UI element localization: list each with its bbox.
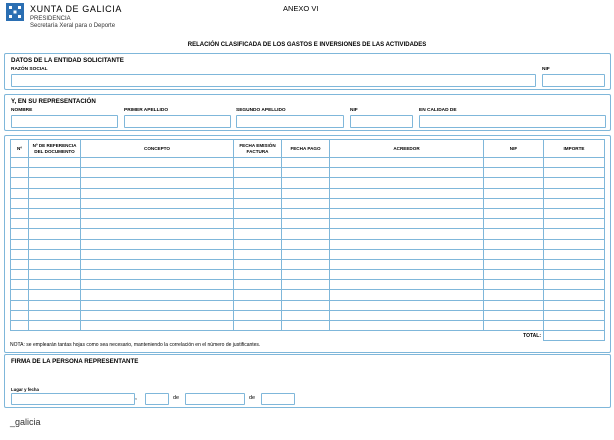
- xunta-emblem-icon: [6, 3, 24, 21]
- table-cell[interactable]: [234, 321, 282, 331]
- table-cell[interactable]: [330, 310, 484, 320]
- table-cell[interactable]: [330, 239, 484, 249]
- table-cell[interactable]: [484, 198, 544, 208]
- table-cell[interactable]: [11, 198, 29, 208]
- table-cell[interactable]: [11, 208, 29, 218]
- table-cell[interactable]: [330, 198, 484, 208]
- table-cell[interactable]: [484, 280, 544, 290]
- table-row: [11, 198, 605, 208]
- calidad-label: EN CALIDAD DE: [419, 108, 457, 113]
- table-cell[interactable]: [81, 239, 234, 249]
- table-cell[interactable]: [81, 280, 234, 290]
- segundo-apellido-field[interactable]: [236, 115, 344, 128]
- table-cell[interactable]: [484, 300, 544, 310]
- table-cell[interactable]: [330, 229, 484, 239]
- table-cell[interactable]: [81, 310, 234, 320]
- col-header-fecha-pago: FECHA PAGO: [282, 140, 330, 158]
- table-cell[interactable]: [29, 290, 81, 300]
- nombre-field[interactable]: [11, 115, 118, 128]
- month-field[interactable]: [185, 393, 245, 405]
- table-note: NOTA: se emplearán tantas hojas como sea necesario, manteniendo la correlación en el número de justificantes.: [10, 342, 261, 348]
- table-cell[interactable]: [29, 208, 81, 218]
- representative-section-title: Y, EN SU REPRESENTACIÓN: [11, 98, 96, 105]
- table-cell[interactable]: [544, 290, 605, 300]
- table-cell[interactable]: [282, 158, 330, 168]
- representative-nif-label: NIF: [350, 108, 358, 113]
- table-cell[interactable]: [330, 178, 484, 188]
- table-cell[interactable]: [11, 178, 29, 188]
- table-cell[interactable]: [29, 300, 81, 310]
- col-header-fecha-emision: FECHA EMISIÓN FACTURA: [234, 140, 282, 158]
- table-cell[interactable]: [282, 229, 330, 239]
- table-cell[interactable]: [81, 321, 234, 331]
- day-field[interactable]: [145, 393, 169, 405]
- table-cell[interactable]: [484, 259, 544, 269]
- table-cell[interactable]: [544, 219, 605, 229]
- table-cell[interactable]: [544, 188, 605, 198]
- table-cell[interactable]: [330, 321, 484, 331]
- table-row: [11, 229, 605, 239]
- table-cell[interactable]: [81, 219, 234, 229]
- primer-apellido-field[interactable]: [124, 115, 231, 128]
- table-cell[interactable]: [29, 310, 81, 320]
- table-cell[interactable]: [11, 321, 29, 331]
- table-cell[interactable]: [282, 270, 330, 280]
- nombre-label: NOMBRE: [11, 108, 33, 113]
- total-label: TOTAL:: [523, 333, 541, 340]
- table-cell[interactable]: [544, 239, 605, 249]
- signature-section: [4, 354, 611, 408]
- razon-social-label: RAZÓN SOCIAL: [11, 67, 48, 72]
- table-cell[interactable]: [11, 219, 29, 229]
- table-cell[interactable]: [81, 198, 234, 208]
- department-name: PRESIDENCIA: [30, 16, 71, 22]
- table-cell[interactable]: [282, 249, 330, 259]
- table-cell[interactable]: [29, 188, 81, 198]
- table-cell[interactable]: [81, 290, 234, 300]
- table-cell[interactable]: [282, 219, 330, 229]
- table-row: [11, 208, 605, 218]
- table-cell[interactable]: [282, 321, 330, 331]
- galicia-logo: _galicia: [10, 417, 41, 427]
- table-cell[interactable]: [81, 178, 234, 188]
- table-cell[interactable]: [234, 300, 282, 310]
- table-cell[interactable]: [234, 188, 282, 198]
- table-row: [11, 321, 605, 331]
- table-row: [11, 310, 605, 320]
- table-cell[interactable]: [234, 168, 282, 178]
- table-cell[interactable]: [484, 310, 544, 320]
- table-cell[interactable]: [29, 280, 81, 290]
- col-header-num: Nº: [11, 140, 29, 158]
- col-header-acreedor: ACREEDOR: [330, 140, 484, 158]
- year-field[interactable]: [261, 393, 295, 405]
- representative-section: [4, 94, 611, 131]
- table-row: [11, 188, 605, 198]
- table-cell[interactable]: [330, 259, 484, 269]
- table-cell[interactable]: [282, 259, 330, 269]
- table-cell[interactable]: [81, 300, 234, 310]
- table-cell[interactable]: [11, 158, 29, 168]
- table-cell[interactable]: [282, 168, 330, 178]
- table-cell[interactable]: [81, 188, 234, 198]
- table-row: [11, 280, 605, 290]
- place-field[interactable]: [11, 393, 135, 405]
- table-cell[interactable]: [29, 158, 81, 168]
- table-cell[interactable]: [11, 239, 29, 249]
- table-cell[interactable]: [11, 188, 29, 198]
- table-cell[interactable]: [234, 270, 282, 280]
- signature-section-title: FIRMA DE LA PERSONA REPRESENTANTE: [11, 358, 139, 365]
- table-cell[interactable]: [234, 208, 282, 218]
- table-cell[interactable]: [234, 249, 282, 259]
- table-row: [11, 158, 605, 168]
- table-cell[interactable]: [484, 229, 544, 239]
- entity-section-title: DATOS DE LA ENTIDAD SOLICITANTE: [11, 57, 124, 64]
- table-cell[interactable]: [484, 249, 544, 259]
- table-cell[interactable]: [11, 168, 29, 178]
- table-cell[interactable]: [544, 198, 605, 208]
- table-cell[interactable]: [282, 178, 330, 188]
- table-cell[interactable]: [484, 168, 544, 178]
- table-cell[interactable]: [330, 280, 484, 290]
- de-separator-2: de: [249, 395, 256, 401]
- table-row: [11, 259, 605, 269]
- table-cell[interactable]: [484, 290, 544, 300]
- table-cell[interactable]: [81, 229, 234, 239]
- table-cell[interactable]: [484, 219, 544, 229]
- table-cell[interactable]: [29, 178, 81, 188]
- table-cell[interactable]: [544, 178, 605, 188]
- table-cell[interactable]: [544, 280, 605, 290]
- table-cell[interactable]: [234, 259, 282, 269]
- table-cell[interactable]: [282, 280, 330, 290]
- table-cell[interactable]: [282, 290, 330, 300]
- table-cell[interactable]: [544, 270, 605, 280]
- table-cell[interactable]: [544, 300, 605, 310]
- table-cell[interactable]: [81, 158, 234, 168]
- entity-nif-field[interactable]: [542, 74, 605, 87]
- table-cell[interactable]: [330, 290, 484, 300]
- table-cell[interactable]: [544, 208, 605, 218]
- table-cell[interactable]: [234, 239, 282, 249]
- table-cell[interactable]: [11, 290, 29, 300]
- table-cell[interactable]: [29, 239, 81, 249]
- table-row: [11, 300, 605, 310]
- table-cell[interactable]: [81, 208, 234, 218]
- total-field[interactable]: [544, 331, 605, 341]
- table-cell[interactable]: [544, 249, 605, 259]
- table-cell[interactable]: [484, 188, 544, 198]
- table-row: [11, 168, 605, 178]
- table-body: [11, 158, 605, 331]
- table-row: [11, 219, 605, 229]
- table-cell[interactable]: [484, 208, 544, 218]
- col-header-referencia: Nº DE REFERENCIA DEL DOCUMENTO: [29, 140, 81, 158]
- table-cell[interactable]: [330, 219, 484, 229]
- calidad-field[interactable]: [419, 115, 606, 128]
- table-cell[interactable]: [282, 198, 330, 208]
- annex-label: ANEXO VI: [283, 4, 319, 13]
- table-cell[interactable]: [330, 208, 484, 218]
- table-cell[interactable]: [234, 219, 282, 229]
- table-cell[interactable]: [29, 219, 81, 229]
- table-cell[interactable]: [484, 239, 544, 249]
- entity-nif-label: NIF: [542, 67, 550, 72]
- table-cell[interactable]: [330, 249, 484, 259]
- table-cell[interactable]: [282, 239, 330, 249]
- table-cell[interactable]: [484, 270, 544, 280]
- table-cell[interactable]: [11, 259, 29, 269]
- table-row: [11, 270, 605, 280]
- col-header-concepto: CONCEPTO: [81, 140, 234, 158]
- table-cell[interactable]: [234, 178, 282, 188]
- de-separator-1: de: [173, 395, 180, 401]
- table-cell[interactable]: [29, 270, 81, 280]
- table-row: [11, 239, 605, 249]
- table-cell[interactable]: [234, 158, 282, 168]
- table-cell[interactable]: [29, 229, 81, 239]
- table-cell[interactable]: [81, 270, 234, 280]
- table-cell[interactable]: [484, 178, 544, 188]
- table-cell[interactable]: [29, 321, 81, 331]
- total-row: [11, 331, 605, 341]
- table-cell[interactable]: [330, 300, 484, 310]
- table-cell[interactable]: [11, 280, 29, 290]
- expenses-table: [10, 139, 605, 341]
- table-row: [11, 178, 605, 188]
- table-cell[interactable]: [330, 158, 484, 168]
- place-date-label: Lugar y fecha: [11, 387, 39, 392]
- table-row: [11, 290, 605, 300]
- table-cell[interactable]: [81, 168, 234, 178]
- table-cell[interactable]: [234, 310, 282, 320]
- table-cell[interactable]: [282, 188, 330, 198]
- segundo-apellido-label: SEGUNDO APELLIDO: [236, 108, 286, 113]
- comma-separator: ,: [135, 394, 137, 401]
- entity-section: [4, 53, 611, 90]
- table-cell[interactable]: [234, 198, 282, 208]
- table-cell[interactable]: [81, 249, 234, 259]
- table-cell[interactable]: [544, 168, 605, 178]
- table-cell[interactable]: [484, 158, 544, 168]
- table-cell[interactable]: [234, 280, 282, 290]
- col-header-importe: IMPORTE: [544, 140, 605, 158]
- table-cell[interactable]: [484, 321, 544, 331]
- table-header-row: [11, 140, 605, 158]
- table-cell[interactable]: [234, 290, 282, 300]
- table-row: [11, 249, 605, 259]
- subdepartment-name: Secretaría Xeral para o Deporte: [30, 23, 116, 29]
- table-cell[interactable]: [29, 168, 81, 178]
- table-cell[interactable]: [544, 229, 605, 239]
- table-cell[interactable]: [330, 168, 484, 178]
- table-cell[interactable]: [282, 300, 330, 310]
- table-cell[interactable]: [29, 249, 81, 259]
- table-cell[interactable]: [544, 259, 605, 269]
- table-cell[interactable]: [544, 158, 605, 168]
- primer-apellido-label: PRIMER APELLIDO: [124, 108, 169, 113]
- table-cell[interactable]: [544, 321, 605, 331]
- table-cell[interactable]: [81, 259, 234, 269]
- col-header-nif: NIF: [484, 140, 544, 158]
- table-cell[interactable]: [11, 270, 29, 280]
- razon-social-field[interactable]: [11, 74, 536, 87]
- table-cell[interactable]: [330, 270, 484, 280]
- table-cell[interactable]: [282, 310, 330, 320]
- table-cell[interactable]: [29, 198, 81, 208]
- table-cell[interactable]: [234, 229, 282, 239]
- table-cell[interactable]: [11, 229, 29, 239]
- table-cell[interactable]: [11, 300, 29, 310]
- table-cell[interactable]: [282, 208, 330, 218]
- table-cell[interactable]: [29, 259, 81, 269]
- table-cell[interactable]: [11, 310, 29, 320]
- table-cell[interactable]: [11, 249, 29, 259]
- org-name: XUNTA DE GALICIA: [30, 4, 122, 14]
- table-cell[interactable]: [330, 188, 484, 198]
- document-title: RELACIÓN CLASIFICADA DE LOS GASTOS E INVERSIONES DE LAS ACTIVIDADES: [187, 42, 427, 48]
- representative-nif-field[interactable]: [350, 115, 413, 128]
- table-cell[interactable]: [544, 310, 605, 320]
